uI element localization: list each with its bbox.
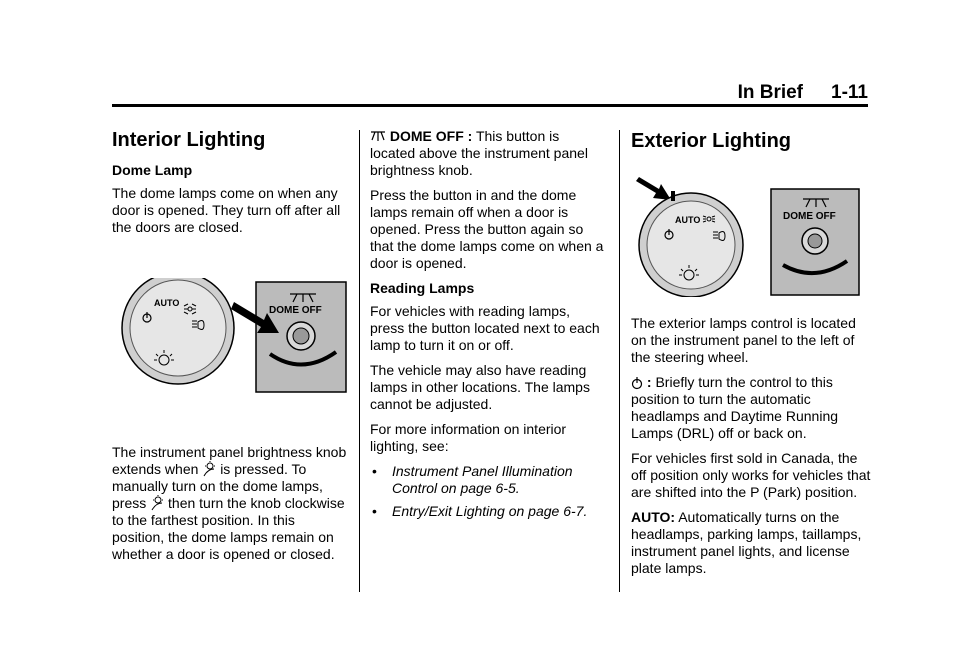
page-header xyxy=(738,82,868,104)
canada-paragraph: For vehicles first sold in Canada, the off position only works for vehicles that are shifted into the P (Park) position. xyxy=(631,450,871,500)
auto-label: AUTO: xyxy=(631,509,676,525)
dome-off-label: DOME OFF : xyxy=(389,128,473,144)
column-interior-lighting xyxy=(112,128,350,571)
panel-dome-off-label: DOME OFF xyxy=(783,211,836,222)
interior-lamp-icon xyxy=(150,495,164,511)
auto-paragraph: AUTO: Automatically turns on the headlamps, parking lamps, taillamps, instrument panel lights, and license plate lamps. xyxy=(631,509,862,576)
column-dome-off xyxy=(370,128,608,526)
column-exterior-lighting xyxy=(631,128,871,585)
dome-lamp-figure xyxy=(114,278,350,398)
panel-dome-off-label: DOME OFF xyxy=(269,305,322,316)
dome-off-paragraph: DOME OFF : This button is located above the instrument panel brightness knob. xyxy=(370,128,588,178)
header-title: In Brief xyxy=(737,82,804,103)
more-info-paragraph: For more information on interior lighting, see: xyxy=(370,421,567,454)
column-divider-1 xyxy=(359,130,360,592)
exterior-lighting-heading: Exterior Lighting xyxy=(631,130,791,152)
interior-lighting-heading: Interior Lighting xyxy=(112,129,266,151)
knob-auto-label: AUTO xyxy=(154,298,180,308)
dome-off-icon xyxy=(370,130,386,144)
exterior-lamp-figure xyxy=(631,163,871,297)
reading-lamps-other-paragraph: The vehicle may also have reading lamps in other locations. The lamps cannot be adjusted. xyxy=(370,362,590,412)
dome-lamp-subheading: Dome Lamp xyxy=(112,162,193,178)
reference-list xyxy=(370,463,608,520)
dome-lamp-paragraph: The dome lamps come on when any door is opened. They turn off after all the doors are closed. xyxy=(112,185,341,235)
off-position-paragraph: : Briefly turn the control to this position to turn the automatic headlamps and Daytime Running Lamps (DRL) off or back on. xyxy=(631,374,839,441)
exterior-control-paragraph: The exterior lamps control is located on the instrument panel to the left of the steering wheel. xyxy=(631,315,856,365)
reading-lamps-paragraph: For vehicles with reading lamps, press the button located next to each lamp to turn it on or off. xyxy=(370,303,600,353)
list-item[interactable]: • Entry/Exit Lighting on page 6-7. xyxy=(372,503,588,519)
interior-lamp-icon xyxy=(202,461,216,477)
header-section: 1-11 xyxy=(831,82,868,103)
dome-off-press-paragraph: Press the button in and the dome lamps remain off when a door is opened. Press the button again so that the dome lamps come on when a door is opened. xyxy=(370,187,604,271)
reading-lamps-subheading: Reading Lamps xyxy=(370,280,475,296)
knob-auto-label: AUTO xyxy=(675,215,701,225)
brightness-paragraph: The instrument panel brightness knob extends when is pressed. To manually turn on the dome lamps, press then turn the knob clockwise to the farthest position. In this position, the dome lamps remain on whether a door is opened or closed. xyxy=(112,444,347,562)
header-rule xyxy=(112,104,868,107)
off-label: : xyxy=(646,374,652,390)
pointer-arrow xyxy=(636,177,671,200)
power-icon xyxy=(631,376,643,390)
column-divider-2 xyxy=(619,130,620,592)
list-item[interactable]: • Instrument Panel Illumination Control on page 6-5. xyxy=(372,463,573,496)
